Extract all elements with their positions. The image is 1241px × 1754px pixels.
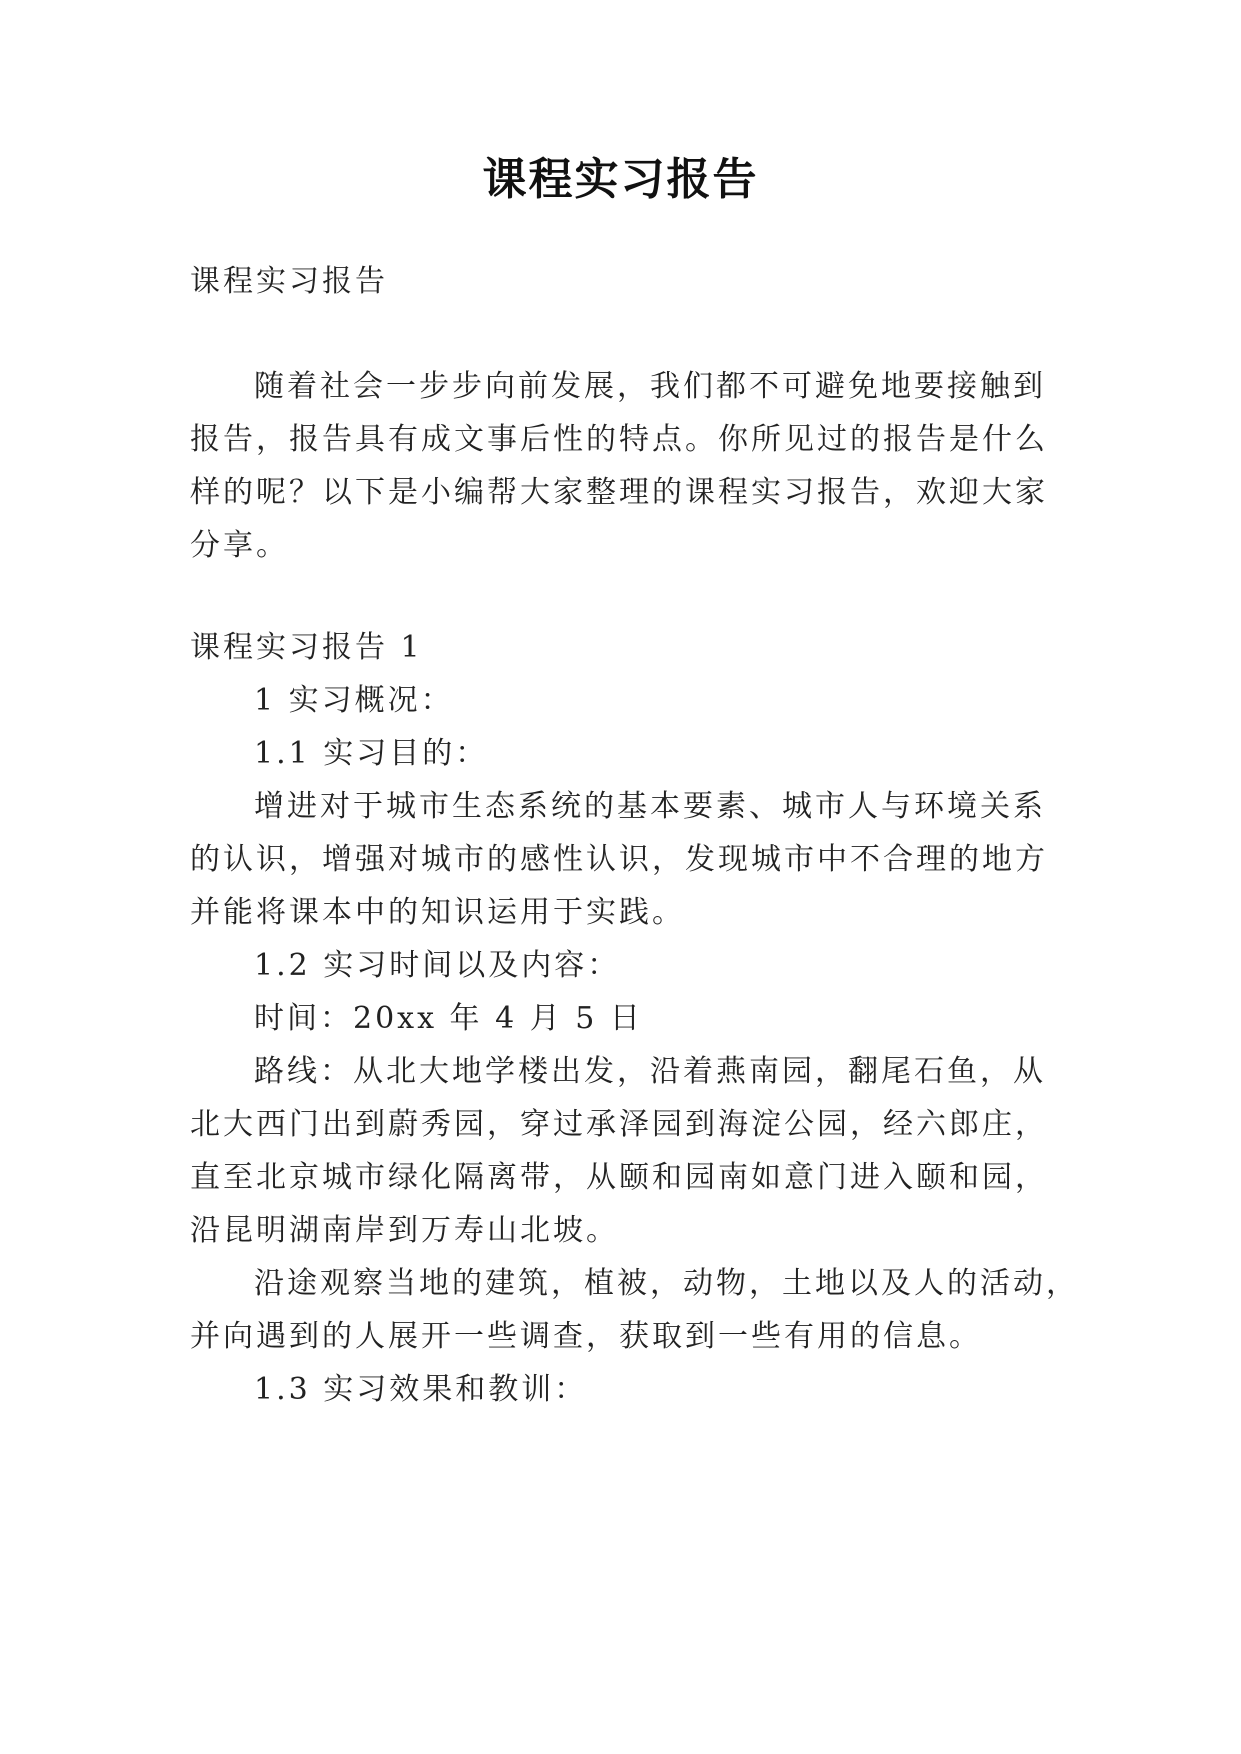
intro-line-1: 随着社会一步步向前发展，我们都不可避免地要接触到 (254, 369, 1046, 404)
report-heading: 课程实习报告 1 (190, 630, 423, 665)
section-heading-1-1: 1.1 实习目的： (254, 736, 489, 771)
purpose-line-1: 增进对于城市生态系统的基本要素、城市人与环境关系 (254, 789, 1046, 824)
purpose-line-3: 并能将课本中的知识运用于实践。 (190, 895, 685, 930)
purpose-line-2: 的认识，增强对城市的感性认识，发现城市中不合理的地方 (190, 842, 1048, 877)
observation-line-1: 沿途观察当地的建筑，植被，动物，土地以及人的活动， (254, 1266, 1079, 1301)
document-subtitle: 课程实习报告 (190, 264, 388, 299)
section-heading-1: 1 实习概况： (254, 683, 454, 718)
observation-line-2: 并向遇到的人展开一些调查，获取到一些有用的信息。 (190, 1319, 982, 1354)
route-line-3: 直至北京城市绿化隔离带，从颐和园南如意门进入颐和园， (190, 1160, 1048, 1195)
section-heading-1-2: 1.2 实习时间以及内容： (254, 948, 621, 983)
section-heading-1-3: 1.3 实习效果和教训： (254, 1372, 588, 1407)
route-line-4: 沿昆明湖南岸到万寿山北坡。 (190, 1213, 619, 1248)
document-title: 课程实习报告 (482, 154, 759, 205)
route-line-1: 路线：从北大地学楼出发，沿着燕南园，翻尾石鱼，从 (254, 1054, 1046, 1089)
intro-line-3: 样的呢？以下是小编帮大家整理的课程实习报告，欢迎大家 (190, 475, 1048, 510)
time-line: 时间：20xx 年 4 月 5 日 (254, 1001, 643, 1036)
route-line-2: 北大西门出到蔚秀园，穿过承泽园到海淀公园，经六郎庄， (190, 1107, 1048, 1142)
intro-line-2: 报告，报告具有成文事后性的特点。你所见过的报告是什么 (190, 422, 1048, 457)
intro-line-4: 分享。 (190, 528, 289, 563)
